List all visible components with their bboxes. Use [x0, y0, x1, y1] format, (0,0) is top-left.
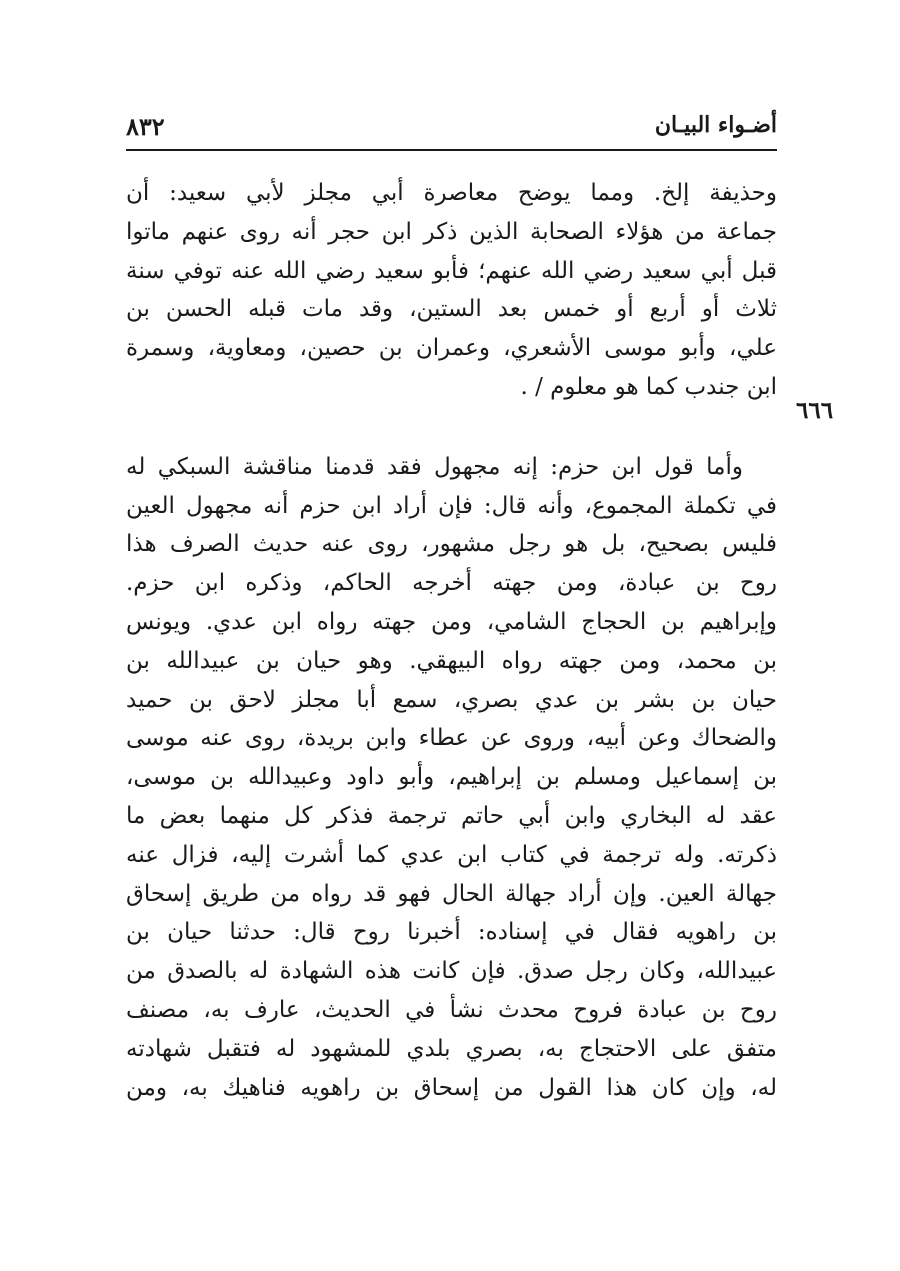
- text-line: قبل أبي سعيد رضي الله عنهم؛ فأبو سعيد رضي الله عنه توفي سنة: [126, 257, 777, 284]
- header-rule: [126, 149, 777, 151]
- body-text: [126, 174, 777, 1107]
- text-line: له، وإن كان هذا القول من إسحاق بن راهويه فناهيك به، ومن: [126, 1074, 777, 1101]
- paragraph: [126, 448, 777, 1108]
- text-line: ذكرته. وله ترجمة في كتاب ابن عدي كما أشرت إليه، فزال عنه: [126, 841, 777, 868]
- book-title: أضـواء البيـان: [654, 112, 777, 138]
- text-line: والضحاك وعن أبيه، وروى عن عطاء وابن بريدة، روى عنه موسى: [126, 725, 777, 752]
- running-header: [126, 108, 777, 144]
- text-line: متفق على الاحتجاج به، بصري بلدي للمشهود له فتقبل شهادته: [126, 1035, 777, 1062]
- text-line: روح بن عبادة، ومن جهته أخرجه الحاكم، وذكره ابن حزم.: [126, 570, 777, 597]
- text-line: وحذيفة إلخ. ومما يوضح معاصرة أبي مجلز لأبي سعيد: أن: [126, 180, 777, 206]
- text-line: وإبراهيم بن الحجاج الشامي، ومن جهته رواه ابن عدي. ويونس: [126, 608, 777, 635]
- margin-page-reference: ٦٦٦: [796, 397, 834, 424]
- text-line: حيان بن بشر بن عدي بصري، سمع أبا مجلز لاحق بن حميد: [126, 686, 777, 713]
- page-number: ٨٣٢: [126, 112, 165, 141]
- text-line: عقد له البخاري وابن أبي حاتم ترجمة فذكر كل منهما بعض ما: [126, 802, 777, 829]
- paragraph: [126, 174, 777, 407]
- text-line: في تكملة المجموع، وأنه قال: فإن أراد ابن حزم أنه مجهول العين: [126, 492, 777, 519]
- text-line: جماعة من هؤلاء الصحابة الذين ذكر ابن حجر أنه روى عنهم ماتوا: [126, 218, 777, 245]
- text-line: بن إسماعيل ومسلم بن إبراهيم، وأبو داود وعبيدالله بن موسى،: [126, 764, 777, 791]
- text-line: بن راهويه فقال في إسناده: أخبرنا روح قال: حدثنا حيان بن: [126, 919, 777, 946]
- text-line: روح بن عبادة فروح محدث نشأ في الحديث، عارف به، مصنف: [126, 996, 777, 1023]
- text-line: علي، وأبو موسى الأشعري، وعمران بن حصين، ومعاوية، وسمرة: [126, 335, 777, 362]
- paragraph-gap: [126, 407, 777, 448]
- text-line: عبيدالله، وكان رجل صدق. فإن كانت هذه الشهادة له بالصدق من: [126, 958, 777, 985]
- text-line: فليس بصحيح، بل هو رجل مشهور، روى عنه حديث الصرف هذا: [126, 531, 777, 558]
- text-line: بن محمد، ومن جهته رواه البيهقي. وهو حيان بن عبيدالله بن: [126, 647, 777, 674]
- text-line: وأما قول ابن حزم: إنه مجهول فقد قدمنا مناقشة السبكي له: [126, 453, 743, 480]
- text-line: ابن جندب كما هو معلوم / .: [520, 373, 777, 400]
- text-line: جهالة العين. وإن أراد جهالة الحال فهو قد رواه من طريق إسحاق: [126, 880, 777, 907]
- text-line: ثلاث أو أربع أو خمس بعد الستين، وقد مات قبله الحسن بن: [126, 296, 777, 323]
